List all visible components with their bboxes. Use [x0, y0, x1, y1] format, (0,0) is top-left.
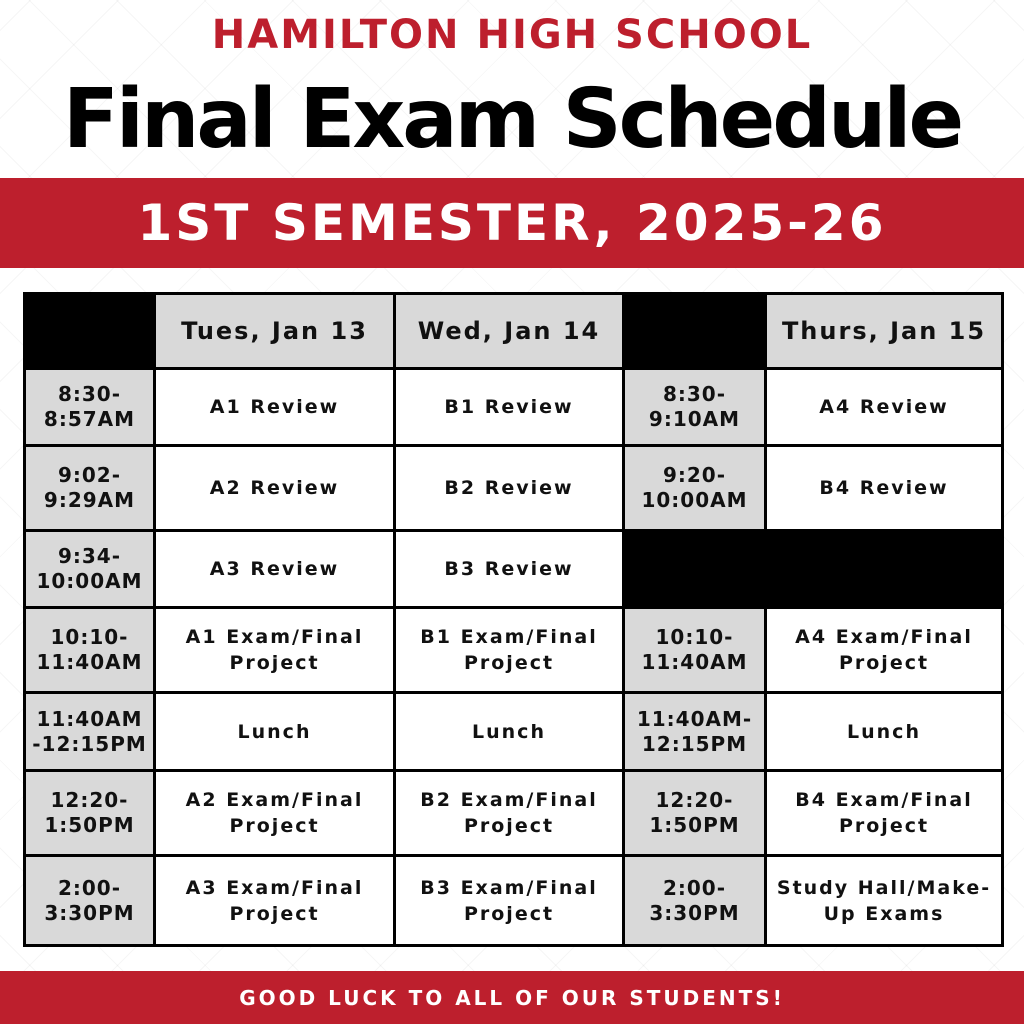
exam-cell: B1 Review [395, 369, 624, 446]
exam-cell: Study Hall/Make- Up Exams [766, 856, 1003, 946]
column-header-tues: Tues, Jan 13 [155, 294, 395, 369]
exam-cell: B3 Review [395, 531, 624, 608]
footer-banner: GOOD LUCK TO ALL OF OUR STUDENTS! [0, 971, 1024, 1024]
blocked-cell [624, 531, 1003, 608]
time-cell: 9:20- 10:00AM [624, 446, 766, 531]
exam-cell: Lunch [155, 693, 395, 771]
table-row [25, 446, 1003, 531]
table-row [25, 369, 1003, 446]
header-row [25, 294, 1003, 369]
column-header-wed: Wed, Jan 14 [395, 294, 624, 369]
exam-cell: A1 Exam/Final Project [155, 608, 395, 693]
exam-cell: Lunch [395, 693, 624, 771]
exam-cell: B2 Review [395, 446, 624, 531]
time-cell: 12:20- 1:50PM [25, 771, 155, 856]
time-cell: 2:00- 3:30PM [624, 856, 766, 946]
header-blank [624, 294, 766, 369]
exam-cell: B4 Review [766, 446, 1003, 531]
time-cell: 9:34- 10:00AM [25, 531, 155, 608]
exam-schedule-table [23, 292, 1004, 947]
exam-cell: B1 Exam/Final Project [395, 608, 624, 693]
exam-cell: B3 Exam/Final Project [395, 856, 624, 946]
time-cell: 10:10- 11:40AM [25, 608, 155, 693]
exam-cell: A2 Exam/Final Project [155, 771, 395, 856]
school-name: HAMILTON HIGH SCHOOL [211, 12, 813, 58]
time-cell: 10:10- 11:40AM [624, 608, 766, 693]
exam-cell: B4 Exam/Final Project [766, 771, 1003, 856]
time-cell: 2:00- 3:30PM [25, 856, 155, 946]
exam-cell: A4 Review [766, 369, 1003, 446]
time-cell: 8:30- 8:57AM [25, 369, 155, 446]
time-cell: 12:20- 1:50PM [624, 771, 766, 856]
time-cell: 11:40AM- 12:15PM [624, 693, 766, 771]
exam-cell: Lunch [766, 693, 1003, 771]
exam-cell: A4 Exam/Final Project [766, 608, 1003, 693]
time-cell: 9:02- 9:29AM [25, 446, 155, 531]
table-row [25, 608, 1003, 693]
exam-cell: B2 Exam/Final Project [395, 771, 624, 856]
exam-cell: A1 Review [155, 369, 395, 446]
time-cell: 8:30- 9:10AM [624, 369, 766, 446]
table-row [25, 856, 1003, 946]
page-title: Final Exam Schedule [62, 72, 962, 167]
exam-cell: A3 Exam/Final Project [155, 856, 395, 946]
exam-cell: A3 Review [155, 531, 395, 608]
time-cell: 11:40AM -12:15PM [25, 693, 155, 771]
exam-cell: A2 Review [155, 446, 395, 531]
column-header-thurs: Thurs, Jan 15 [766, 294, 1003, 369]
semester-banner: 1ST SEMESTER, 2025-26 [0, 178, 1024, 268]
table-row [25, 693, 1003, 771]
table-row [25, 531, 1003, 608]
table-row [25, 771, 1003, 856]
corner-blank [25, 294, 155, 369]
